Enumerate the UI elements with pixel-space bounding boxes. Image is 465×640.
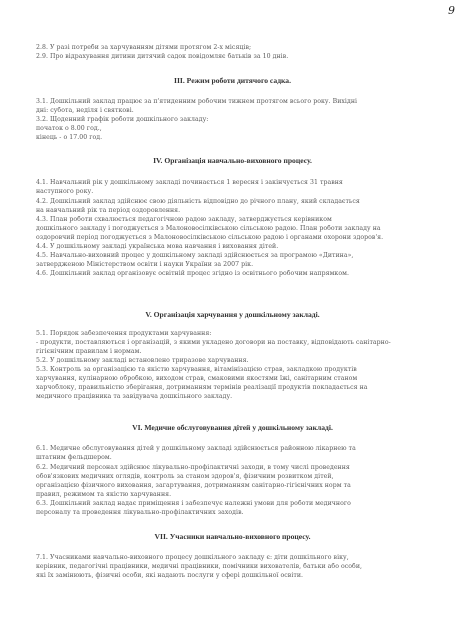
text-line: гігієнічним правилам і нормам. [36,348,142,355]
section-heading: V. Організація харчування у дошкільному закладі. [145,310,320,319]
text-line: керівник, педагогічні працівники, медичні працівники, помічники вихователів, батьки або особи, [36,563,363,570]
text-line: дошкільного закладу і погоджується з Малоновосілківською сільською радою. План роботи закладу на [36,225,381,232]
text-line: наступного року. [36,188,94,195]
text-line: 4.3. План роботи схвалюється педагогічною радою закладу, затверджується керівником [36,216,332,223]
text-line: персоналу та проведення лікувально-профілактичних заходів. [36,509,244,516]
text-line: 4.2. Дошкільний заклад здійснює свою діяльність відповідно до річного плану, який складається [36,198,360,205]
text-line: 4.4. У дошкільному закладі українська мова навчання і виховання дітей. [36,243,279,250]
text-line: медичного працівника та завідувача дошкільного закладу. [36,393,233,400]
page-number: 9 [448,4,455,17]
text-line: початок о 8.00 год., [36,125,102,132]
text-line: 7.1. Учасниками навчально-виховного процесу дошкільного закладу є: діти дошкільного віку, [36,554,349,561]
text-line: 6.2. Медичний персонал здійснює лікувально-профілактичні заходи, в тому числі проведення [36,464,350,471]
section-heading: VII. Учасники навчально-виховного процесу. [154,532,311,541]
text-line: 5.2. У дошкільному закладі встановлено триразове харчування. [36,357,249,364]
section-heading: III. Режим роботи дитячого садка. [174,76,291,85]
text-line: 2.8. У разі потреби за харчуванням дітями протягом 2-х місяців; [36,44,252,51]
text-line: 6.3. Дошкільний заклад надає приміщення і забезпечує належні умови для роботи медичного [36,500,351,507]
text-line: 4.5. Навчально-виховний процес у дошкільному закладі здійснюється за програмою «Дитина», [36,252,354,259]
section-heading: VI. Медичне обслуговування дітей у дошкільному закладі. [132,423,333,432]
text-line: кінець - о 17.00 год. [36,134,103,141]
section-heading: IV. Організація навчально-виховного процесу. [153,156,312,165]
text-line: організацією фізичного виховання, загартування, дотриманням санітарно-гігієнічних норм та [36,482,351,489]
text-line: штатним фельдшером. [36,454,112,461]
text-line: правил, режимом та якістю харчування. [36,491,172,498]
text-line: 4.1. Навчальний рік у дошкільному закладі починається 1 вересня і закінчується 31 травня [36,179,343,186]
text-line: 3.1. Дошкільний заклад працює за п'ятиденним робочим тижнем протягом всього року. Вихідні [36,98,358,105]
text-line: 3.2. Щоденний графік роботи дошкільного закладу: [36,116,209,123]
text-line: на навчальний рік та період оздоровлення. [36,207,181,214]
text-line: харчоблоку, правильністю зберігання, дотриманням термінів реалізації продуктів покладається на [36,384,368,391]
text-line: обов'язкових медичних оглядів, контроль за станом здоров'я, фізичним розвитком дітей, [36,473,334,480]
text-line: які їх замінюють, фізичні особи, які надають послуги у сфері дошкільної освіти. [36,572,304,579]
text-line: оздоровчий період погоджується з Малоновосілківською сільською радою і органами охорони здоров'я. [36,234,384,241]
text-line: 4.6. Дошкільний заклад організовує освітній процес згідно із освітнього робочим напрямком. [36,270,350,277]
text-line: дні: субота, неділя і святкові. [36,107,134,114]
text-line: затвердженою Міністерством освіти і науки України за 2007 рік. [36,261,254,268]
text-line: 6.1. Медичне обслуговування дітей у дошкільному закладі здійснюється районною лікарнею та [36,445,356,452]
text-line: 5.3. Контроль за організацією та якістю харчування, вітамінізацією страв, закладкою продуктів [36,366,357,373]
text-line: харчування, кулінарною обробкою, виходом страв, смаковими якостями їжі, санітарним станом [36,375,358,382]
text-line: 5.1. Порядок забезпечення продуктами харчування: [36,330,212,337]
text-line: 2.9. Про відрахування дитини дитячий садок повідомляє батьків за 10 днів. [36,53,289,60]
text-line: - продукти, поставляються і організацій, з якими укладено договори на поставку, відповідають санітарно- [36,339,391,346]
